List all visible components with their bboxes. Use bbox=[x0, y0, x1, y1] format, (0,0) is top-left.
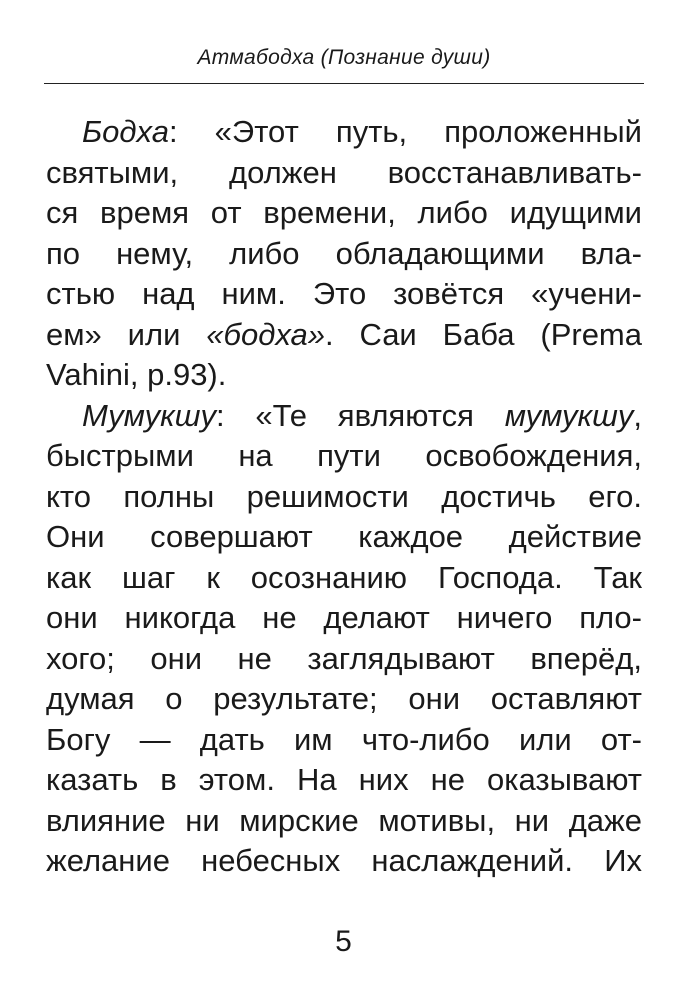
text-run: ся время от времени, либо идущими bbox=[46, 195, 642, 230]
text-run: желание небесных наслаждений. Их bbox=[46, 843, 642, 878]
paragraph bbox=[46, 396, 642, 882]
text-line bbox=[46, 517, 642, 558]
italic-term: мумукшу bbox=[504, 397, 634, 433]
text-run: Богу — дать им что-либо или от- bbox=[46, 721, 642, 757]
text-line bbox=[46, 193, 642, 234]
text-line bbox=[46, 477, 642, 518]
text-run: как шаг к осознанию Господа. Так bbox=[46, 559, 642, 595]
header-rule bbox=[44, 83, 644, 84]
text-run: Vahini, p.93). bbox=[46, 357, 227, 392]
text-line bbox=[46, 598, 642, 639]
text-run: они никогда не делают ничего пло- bbox=[46, 600, 642, 635]
text-run: святыми, должен восстанавливать- bbox=[46, 154, 642, 190]
text-line bbox=[46, 112, 642, 153]
body-text bbox=[46, 112, 642, 882]
paragraph bbox=[46, 112, 642, 396]
text-line bbox=[46, 234, 642, 275]
text-line bbox=[46, 274, 642, 315]
text-run: казать в этом. На них не оказывают bbox=[46, 762, 642, 797]
italic-term: «бодха» bbox=[206, 316, 325, 352]
text-run: хого; они не заглядывают вперёд, bbox=[46, 640, 642, 676]
text-line bbox=[46, 720, 642, 761]
text-run: : «Этот путь, проложенный bbox=[168, 114, 642, 149]
text-line bbox=[46, 679, 642, 720]
text-run: влияние ни мирские мотивы, ни даже bbox=[46, 802, 642, 838]
text-line bbox=[46, 315, 642, 356]
text-run: думая о результате; они оставляют bbox=[46, 681, 642, 716]
text-line bbox=[46, 558, 642, 599]
text-run: , bbox=[633, 397, 642, 433]
text-run: Они совершают каждое действие bbox=[46, 519, 642, 554]
text-line bbox=[46, 436, 642, 477]
text-run: стью над ним. Это зовётся «учени- bbox=[46, 276, 642, 311]
text-run: . Саи Баба (Prema bbox=[324, 316, 642, 352]
text-line bbox=[46, 639, 642, 680]
text-line bbox=[46, 760, 642, 801]
text-run: : «Те являются bbox=[215, 397, 505, 433]
text-run: по нему, либо обладающими вла- bbox=[46, 235, 642, 271]
text-run: кто полны решимости достичь его. bbox=[46, 478, 642, 514]
italic-term: Мумукшу bbox=[82, 397, 216, 433]
italic-term: Бодха bbox=[82, 114, 169, 149]
running-title: Атмабодха (Познание души) bbox=[197, 46, 491, 69]
page-number: 5 bbox=[335, 925, 352, 958]
text-run: быстрыми на пути освобождения, bbox=[46, 438, 642, 473]
text-line bbox=[46, 801, 642, 842]
text-line bbox=[46, 355, 642, 396]
text-line bbox=[46, 153, 642, 194]
text-line bbox=[46, 396, 642, 437]
text-line bbox=[46, 841, 642, 882]
text-run: ем» или bbox=[46, 316, 207, 352]
